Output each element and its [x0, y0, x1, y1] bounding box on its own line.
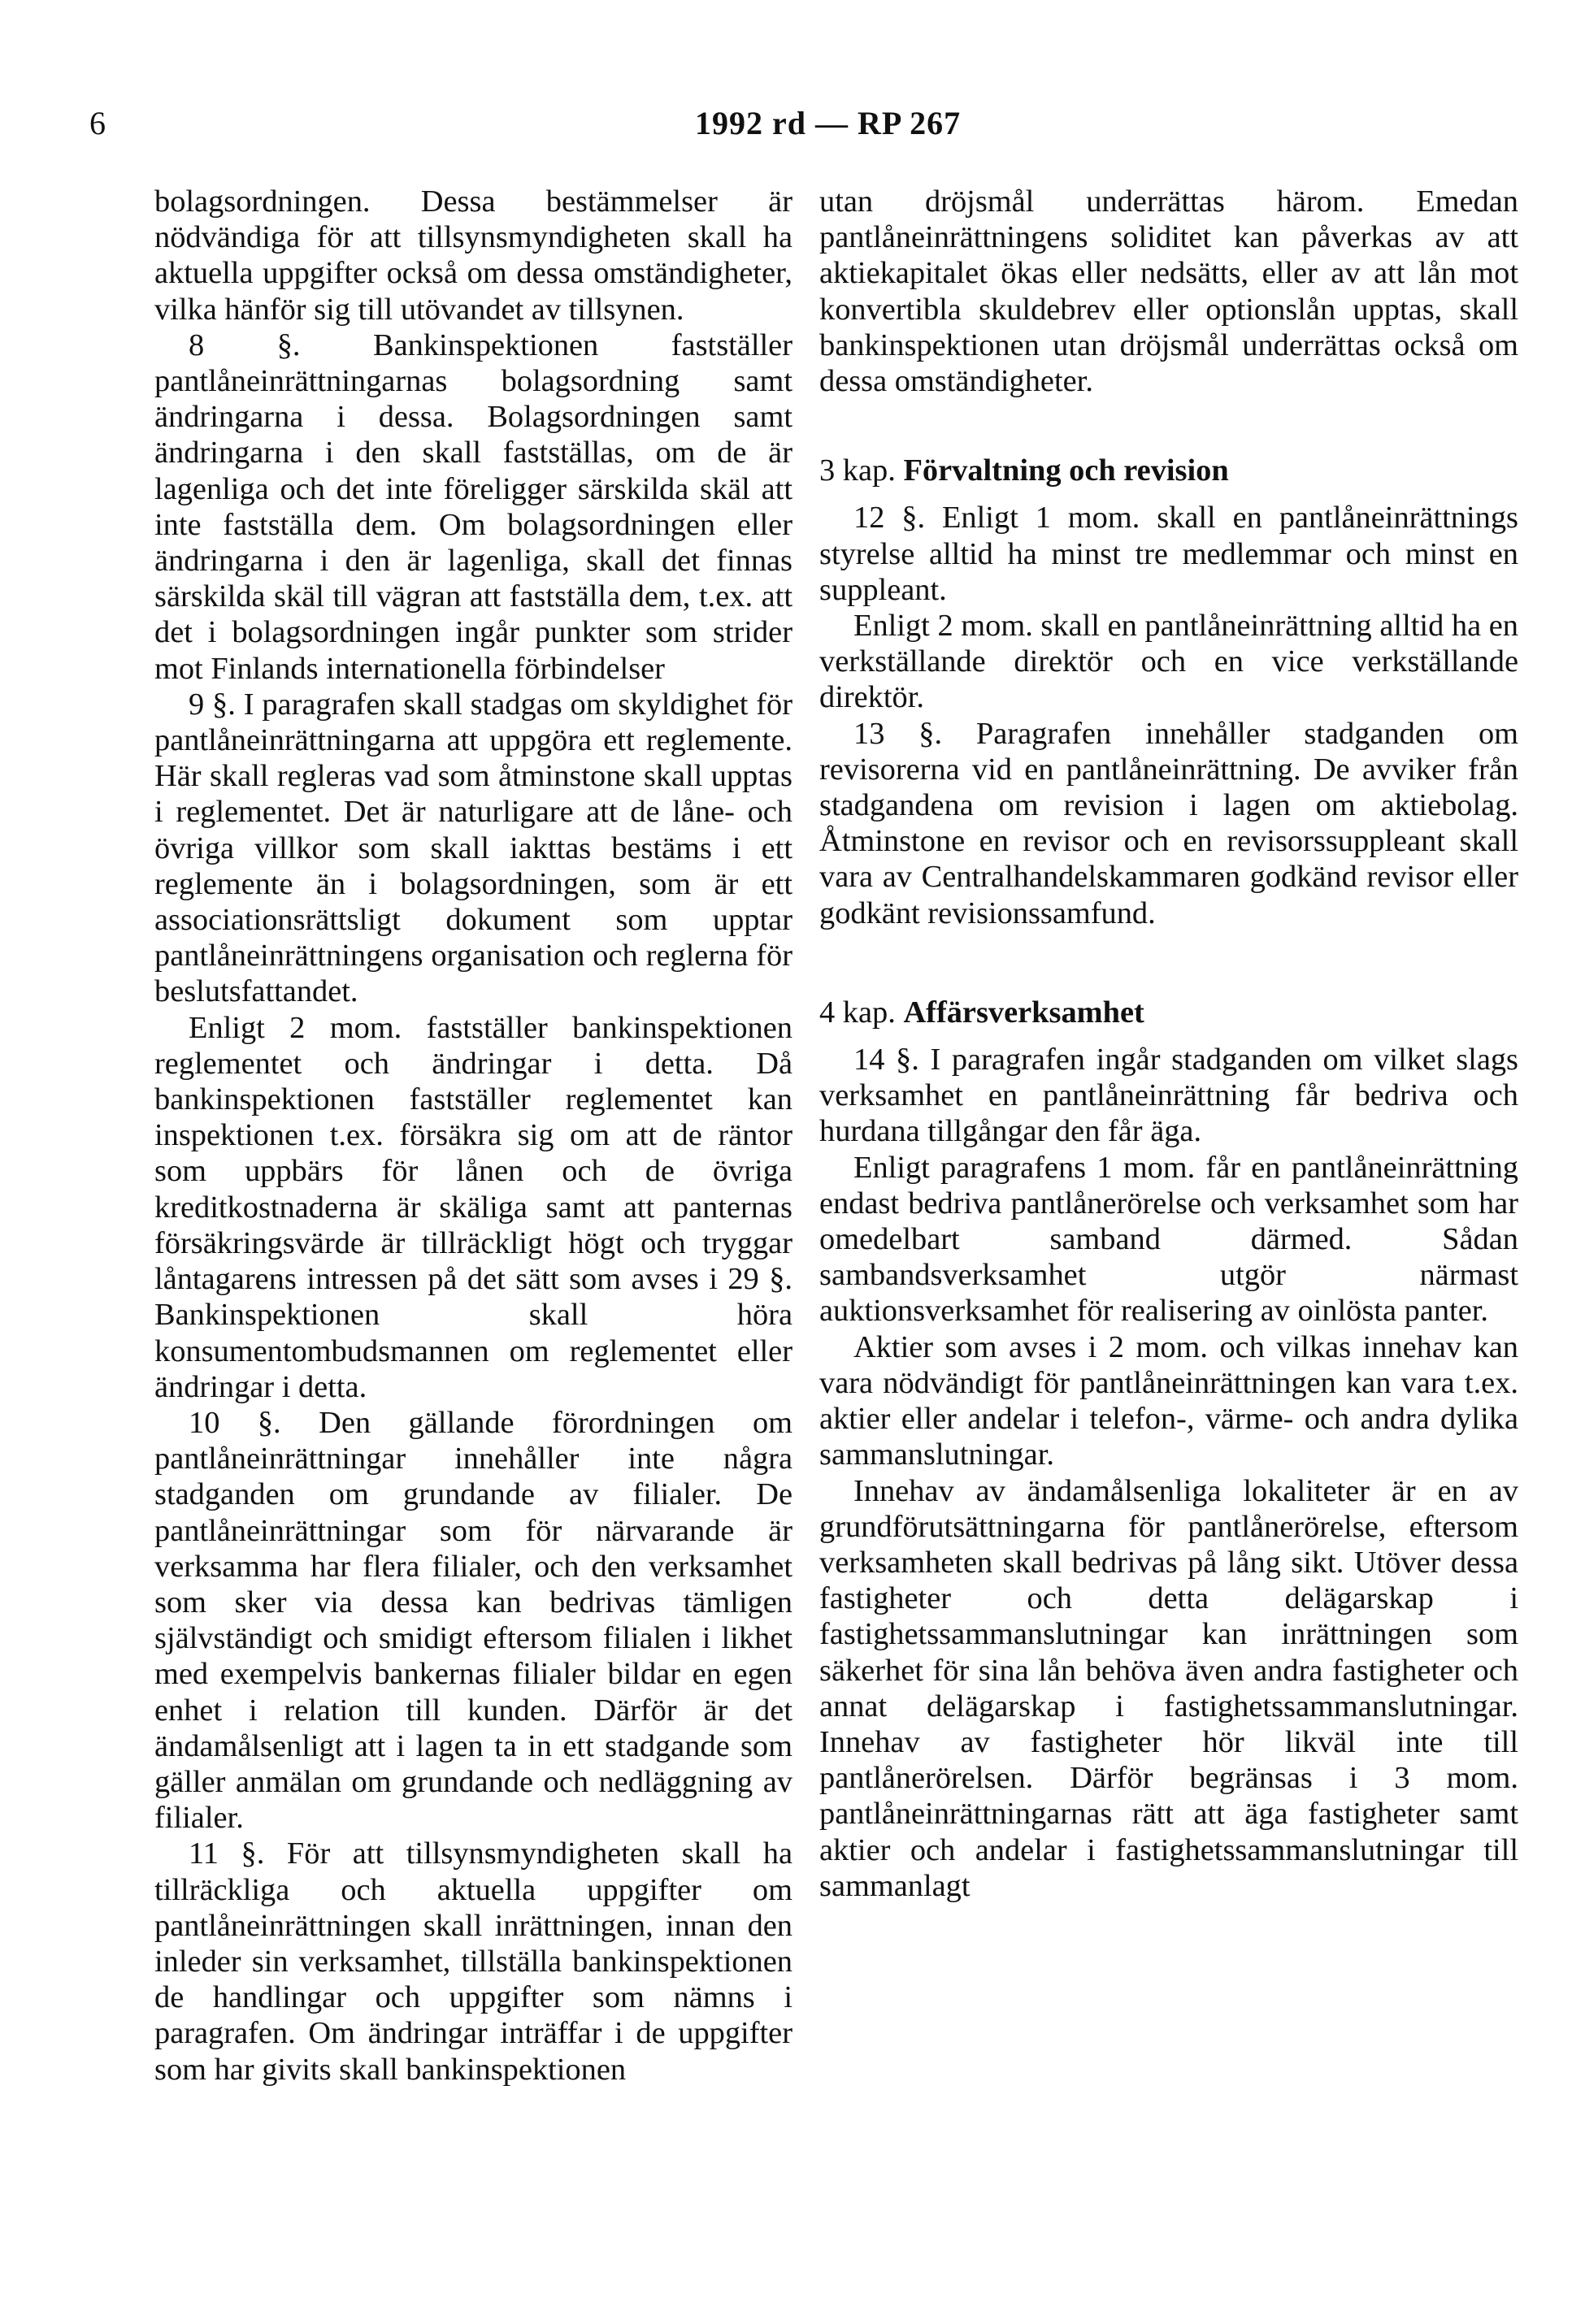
- chapter-title: Affärsverksamhet: [903, 995, 1144, 1030]
- paragraph: Enligt 2 mom. fastställer bankinspektionen reglementet och ändringar i detta. Då bankinspektionen fastställer reglementet kan inspektionen t.ex. försäkra sig om att de räntor som uppbärs för lånen och de övriga kreditkostnaderna är skäliga samt att panternas försäkringsvärde är tillräckligt högt och tryggar låntagarens intressen på det sätt som avses i 29 §. Bankinspektionen skall höra konsumentombudsmannen om reglementet eller ändringar i detta.: [154, 1010, 792, 1404]
- paragraph: 9 §. I paragrafen skall stadgas om skyldighet för pantlåneinrättningarna att uppgöra ett reglemente. Här skall regleras vad som åtminstone skall upptas i reglementet. Det är naturligare att de låne- och övriga villkor som skall iakttas bestäms i ett reglemente än i bolagsordningen, som är ett associationsrättsligt dokument som upptar pantlåneinrättningens organisation och reglerna för beslutsfattandet.: [154, 687, 792, 1009]
- chapter-label: 3 kap.: [819, 453, 896, 488]
- paragraph: 8 §. Bankinspektionen fastställer pantlåneinrättningarnas bolagsordning samt ändringarna i dessa. Bolagsordningen samt ändringarna i den skall fastställas, om de är lagenliga och det inte föreligger särskilda skäl att inte fastställa dem. Om bolagsordningen eller ändringarna i den är lagenliga, skall det finnas särskilda skäl till vägran att fastställa dem, t.ex. att det i bolagsordningen ingår punkter som strider mot Finlands internationella förbindelser: [154, 327, 792, 686]
- running-title: 1992 rd — RP 267: [695, 105, 962, 141]
- paragraph: Enligt 2 mom. skall en pantlåneinrättning alltid ha en verkställande direktör och en vice verkställande direktör.: [819, 609, 1518, 715]
- left-column: [154, 184, 792, 2088]
- paragraph: 11 §. För att tillsynsmyndigheten skall ha tillräckliga och aktuella uppgifter om pantlåneinrättningen skall inrättningen, innan den inleder sin verksamhet, tillställa bankinspektionen de handlingar och uppgifter som nämns i paragrafen. Om ändringar inträffar i de uppgifter som har givits skall bankinspektionen: [154, 1836, 792, 2087]
- paragraph: 14 §. I paragrafen ingår stadganden om vilket slags verksamhet en pantlåneinrättning får bedriva och hurdana tillgångar den får äga.: [819, 1043, 1518, 1149]
- chapter-heading: [819, 453, 1518, 488]
- chapter-label: 4 kap.: [819, 995, 896, 1030]
- paragraph: Innehav av ändamålsenliga lokaliteter är en av grundförutsättningarna för pantlånerörelse, eftersom verksamheten skall bedrivas på lång sikt. Utöver dessa fastigheter och detta delägarskap i fastighetssammanslutningar kan inrättningen som säkerhet för sina lån behöva även andra fastigheter och annat delägarskap i fastighetssammanslutningar. Innehav av fastigheter hör likväl inte till pantlånerörelsen. Därför begränsas i 3 mom. pantlåneinrättningarnas rätt att äga fastigheter samt aktier och andelar i fastighetssammanslutningar till sammanlagt: [819, 1473, 1518, 1903]
- paragraph: bolagsordningen. Dessa bestämmelser är nödvändiga för att tillsynsmyndigheten skall ha aktuella uppgifter också om dessa omständigheter, vilka hänför sig till utövandet av tillsynen.: [154, 184, 792, 327]
- paragraph: 13 §. Paragrafen innehåller stadganden om revisorerna vid en pantlåneinrättning. De avviker från stadgandena om revision i lagen om aktiebolag. Åtminstone en revisor och en revisorssuppleant skall vara av Centralhandelskammaren godkänd revisor eller godkänt revisionssamfund.: [819, 716, 1518, 930]
- page-header: [89, 104, 1520, 153]
- right-column: [819, 184, 1518, 1904]
- paragraph: utan dröjsmål underrättas härom. Emedan pantlåneinrättningens soliditet kan påverkas av att aktiekapitalet ökas eller nedsätts, eller av att lån mot konvertibla skuldebrev eller optionslån upptas, skall bankinspektionen utan dröjsmål underrättas också om dessa omständigheter.: [819, 184, 1518, 399]
- paragraph: 10 §. Den gällande förordningen om pantlåneinrättningar innehåller inte några stadganden om grundande av filialer. De pantlåneinrättningar som för närvarande är verksamma har flera filialer, och den verksamhet som sker via dessa kan bedrivas tämligen självständigt och smidigt eftersom filialen i likhet med exempelvis bankernas filialer bildar en egen enhet i relation till kunden. Därför är det ändamålsenligt att i lagen ta in ett stadgande som gäller anmälan om grundande och nedläggning av filialer.: [154, 1405, 792, 1836]
- paragraph: Enligt paragrafens 1 mom. får en pantlåneinrättning endast bedriva pantlånerörelse och verksamhet som har omedelbart samband därmed. Sådan sambandsverksamhet utgör närmast auktionsverksamhet för realisering av oinlösta panter.: [819, 1150, 1518, 1329]
- paragraph: Aktier som avses i 2 mom. och vilkas innehav kan vara nödvändigt för pantlåneinrättningen kan vara t.ex. aktier eller andelar i telefon-, värme- och andra dylika sammanslutningar.: [819, 1329, 1518, 1472]
- chapter-heading: [819, 995, 1518, 1030]
- chapter-title: Förvaltning och revision: [903, 453, 1229, 488]
- page-number: 6: [89, 105, 106, 141]
- paragraph: 12 §. Enligt 1 mom. skall en pantlåneinrättnings styrelse alltid ha minst tre medlemmar och minst en suppleant.: [819, 501, 1518, 607]
